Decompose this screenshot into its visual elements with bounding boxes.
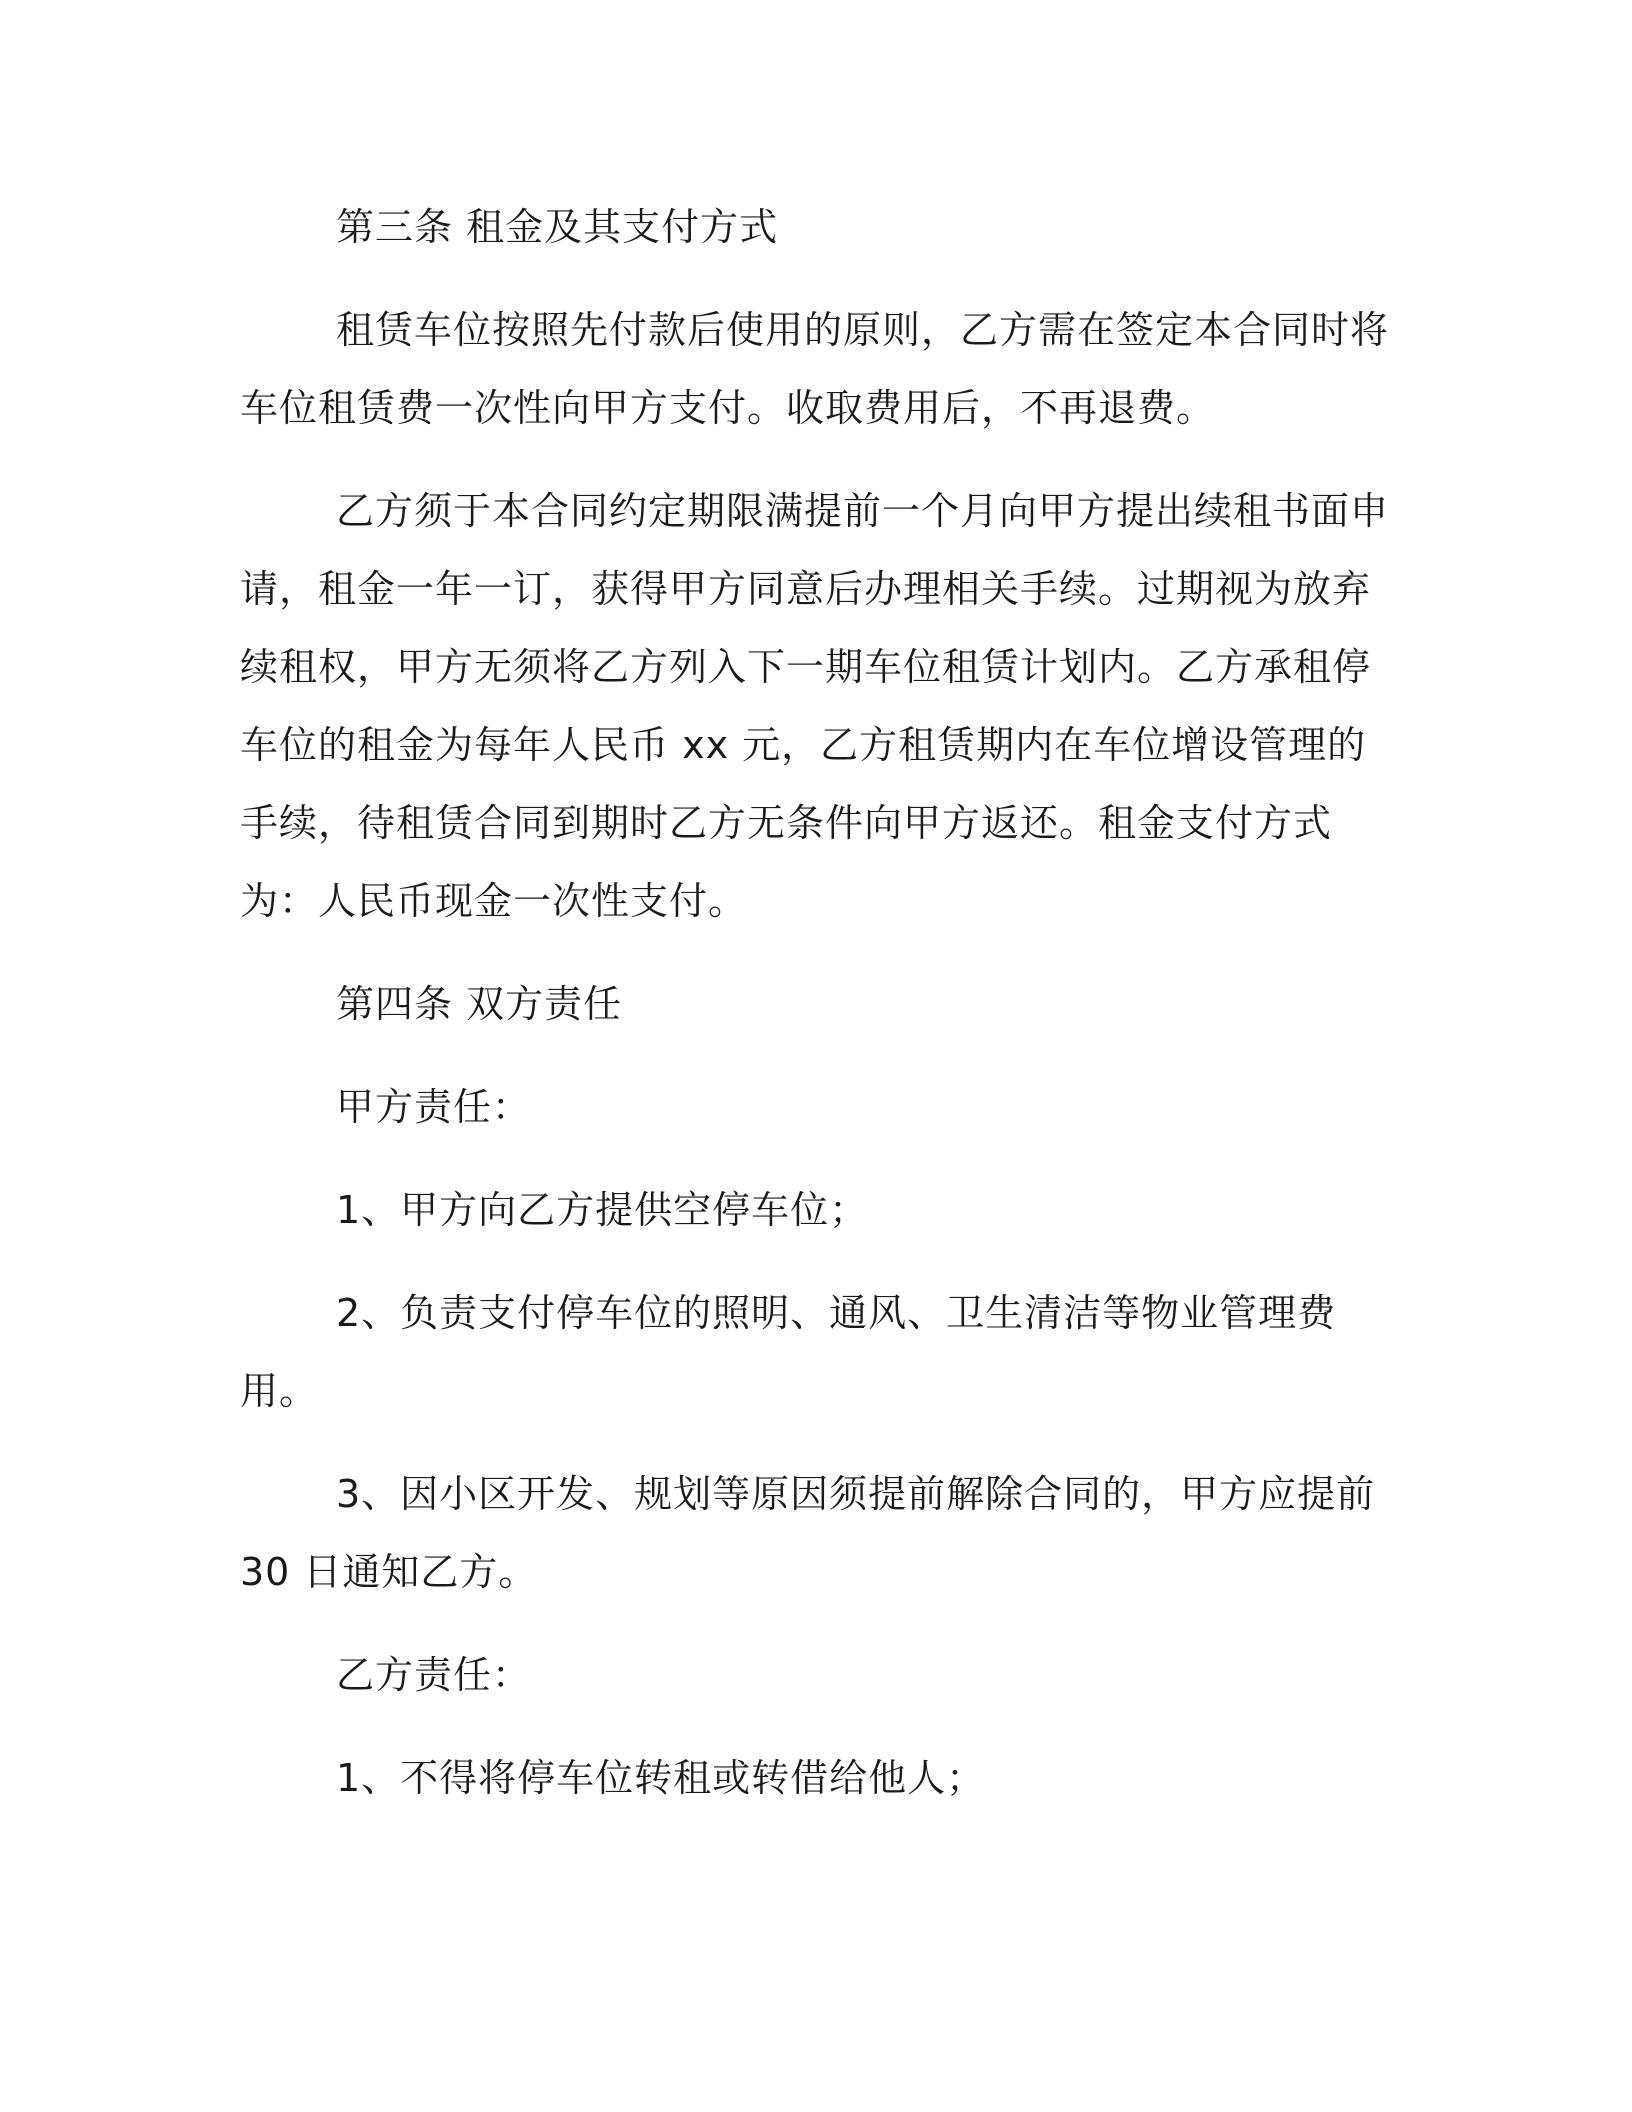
party-b-responsibilities-heading: 乙方责任： [336, 1653, 532, 1697]
party-a-item-3: 3、因小区开发、规划等原因须提前解除合同的，甲方应提前 30 日通知乙方。 [240, 1472, 1376, 1594]
article-3-payment-paragraph: 租赁车位按照先付款后使用的原则，乙方需在签定本合同时将车位租赁费一次性向甲方支付。收取费用后，不再退费。 [240, 308, 1390, 430]
party-a-item-1: 1、甲方向乙方提供空停车位； [336, 1188, 869, 1232]
document-body [240, 188, 1400, 1817]
party-a-item-2: 2、负责支付停车位的照明、通风、卫生清洁等物业管理费用。 [240, 1291, 1337, 1413]
party-a-responsibilities-heading: 甲方责任： [336, 1085, 532, 1129]
article-3-renewal-paragraph: 乙方须于本合同约定期限满提前一个月向甲方提出续租书面申请，租金一年一订，获得甲方同意后办理相关手续。过期视为放弃续租权，甲方无须将乙方列入下一期车位租赁计划内。乙方承租停车位的租金为每年人民币 xx 元，乙方租赁期内在车位增设管理的手续，待租赁合同到期时乙方无条件向甲方返还。租金支付方式为：人民币现金一次性支付。 [240, 489, 1390, 923]
party-b-item-1: 1、不得将停车位转租或转借给他人； [336, 1756, 986, 1800]
article-3-heading: 第三条 租金及其支付方式 [336, 205, 779, 249]
article-4-heading: 第四条 双方责任 [336, 982, 623, 1026]
